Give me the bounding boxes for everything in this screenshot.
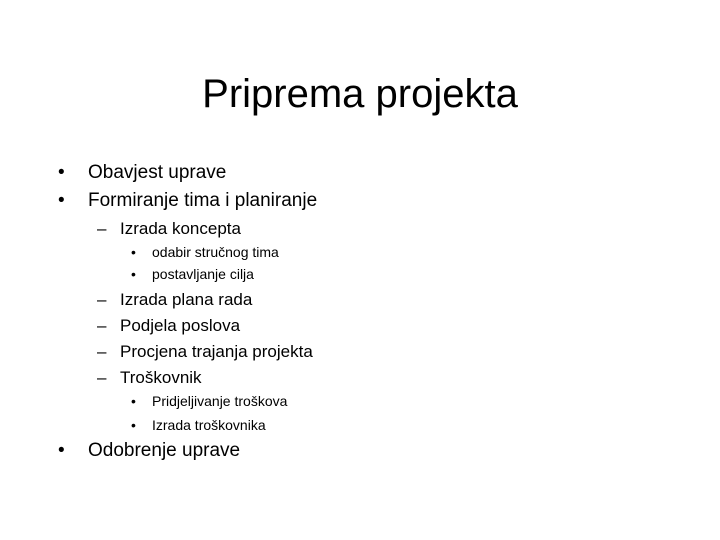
bullet-marker: •	[131, 417, 136, 433]
list-item-text: Izrada plana rada	[120, 290, 253, 309]
list-item-text: Izrada troškovnika	[152, 417, 266, 433]
bullet-marker: •	[131, 393, 136, 409]
list-item-text: Pridjeljivanje troškova	[152, 393, 288, 409]
bullet-marker: •	[58, 190, 65, 211]
list-item-text: odabir stručnog tima	[152, 244, 279, 260]
list-item-text: Podjela poslova	[120, 316, 241, 335]
list-item-text: Formiranje tima i planiranje	[88, 190, 318, 211]
list-item-text: postavljanje cilja	[152, 266, 254, 282]
dash-marker: –	[97, 342, 107, 361]
bullet-marker: •	[58, 440, 65, 461]
list-item-text: Obavjest uprave	[88, 162, 227, 183]
dash-marker: –	[97, 219, 107, 238]
bullet-marker: •	[131, 244, 136, 260]
slide-title: Priprema projekta	[202, 72, 518, 116]
dash-marker: –	[97, 316, 107, 335]
list-item-text: Odobrenje uprave	[88, 440, 241, 461]
bullet-marker: •	[58, 162, 65, 183]
dash-marker: –	[97, 290, 107, 309]
list-item-text: Izrada koncepta	[120, 219, 241, 238]
list-item-text: Troškovnik	[120, 368, 202, 387]
dash-marker: –	[97, 368, 107, 387]
list-item-text: Procjena trajanja projekta	[120, 342, 313, 361]
bullet-marker: •	[131, 266, 136, 282]
